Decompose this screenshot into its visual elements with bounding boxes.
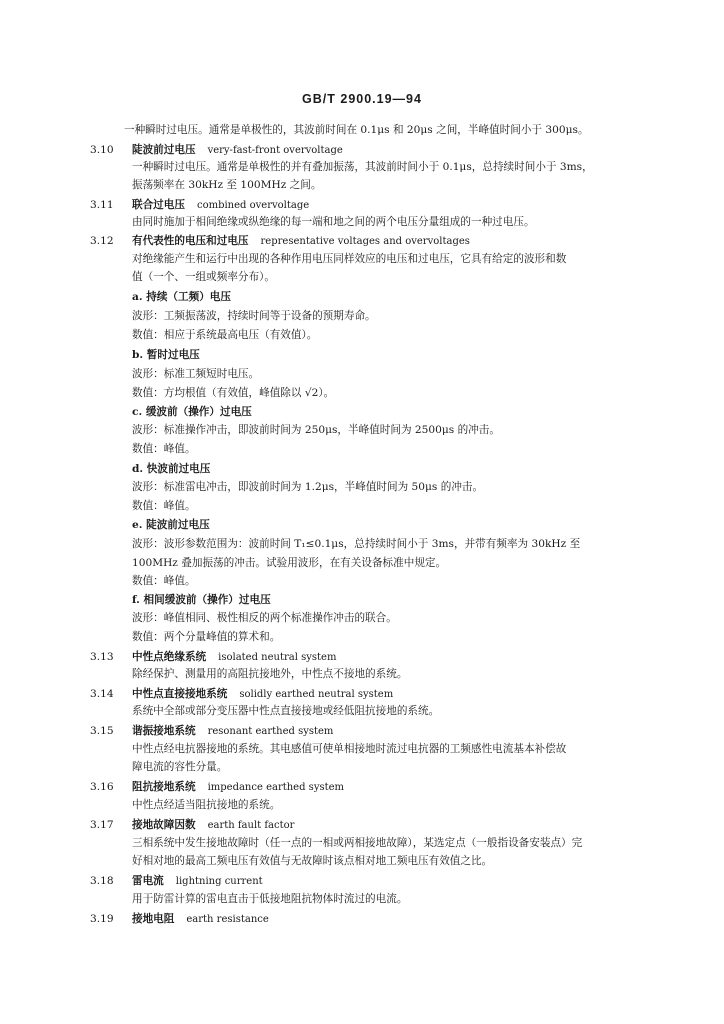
term-english: earth fault factor <box>207 820 295 831</box>
sub-item-label: f. 相间缓波前（操作）过电压 <box>132 594 271 606</box>
sub-item-line: 波形：波形参数范围为：波前时间 T₁≤0.1μs，总持续时间小于 3ms，并带有频率为 30kHz 至 <box>132 538 581 550</box>
term-chinese: 接地电阻 <box>132 913 175 925</box>
term-english: earth resistance <box>186 914 269 925</box>
clause-title <box>132 687 393 702</box>
sub-item-label: d. 快波前过电压 <box>132 463 211 475</box>
clause-title <box>132 143 343 158</box>
clause-title <box>132 650 336 665</box>
clause-body-line: 系统中全部或部分变压器中性点直接接地或经低阻抗接地的系统。 <box>132 705 440 717</box>
clause-body-line: 由同时施加于相间绝缘或纵绝缘的每一端和地之间的两个电压分量组成的一种过电压。 <box>132 216 535 228</box>
term-chinese: 阻抗接地系统 <box>132 781 196 793</box>
clause-title <box>132 780 344 795</box>
clause-number: 3.19 <box>90 913 114 925</box>
term-english: representative voltages and overvoltages <box>260 236 470 247</box>
sub-item-line: 数值：峰值。 <box>132 500 196 512</box>
clause-number: 3.14 <box>90 688 114 700</box>
sub-item-line: 数值：方均根值（有效值，峰值除以 √2）。 <box>132 387 335 399</box>
clause-body-line: 三相系统中发生接地故障时（任一点的一相或两相接地故障），某选定点（一般指设备安装点）完 <box>132 837 583 849</box>
term-chinese: 陡波前过电压 <box>132 144 196 156</box>
term-chinese: 谐振接地系统 <box>132 725 196 737</box>
term-english: lightning current <box>175 876 263 887</box>
continuation-line: 一种瞬时过电压。通常是单极性的，其波前时间在 0.1μs 和 20μs 之间，半峰值时间小于 300μs。 <box>124 124 589 136</box>
clause-number: 3.15 <box>90 725 114 737</box>
page-header: GB/T 2900.19—94 <box>302 92 422 106</box>
clause-title <box>132 198 309 213</box>
sub-item-line: 数值：相应于系统最高电压（有效值）。 <box>132 329 318 341</box>
clause-body-line: 一种瞬时过电压。通常是单极性的并有叠加振荡，其波前时间小于 0.1μs，总持续时间小于 3ms， <box>132 161 593 173</box>
term-english: impedance earthed system <box>207 782 345 793</box>
clause-body-line: 障电流的容性分量。 <box>132 761 228 773</box>
term-english: very-fast-front overvoltage <box>207 145 343 156</box>
clause-body-line: 中性点经适当阻抗接地的系统。 <box>132 799 281 811</box>
clause-number: 3.11 <box>90 199 114 211</box>
clause-title <box>132 874 263 889</box>
sub-item-label: b. 暂时过电压 <box>132 349 200 361</box>
clause-number: 3.17 <box>90 819 114 831</box>
term-chinese: 中性点直接接地系统 <box>132 688 228 700</box>
term-chinese: 有代表性的电压和过电压 <box>132 235 249 247</box>
term-english: solidly earthed neutral system <box>239 689 394 700</box>
term-english: resonant earthed system <box>207 726 334 737</box>
clause-body-line: 振荡频率在 30kHz 至 100MHz 之间。 <box>132 179 322 191</box>
clause-body-line: 对绝缘能产生和运行中出现的各种作用电压同样效应的电压和过电压，它具有给定的波形和数 <box>132 253 567 265</box>
clause-number: 3.16 <box>90 781 114 793</box>
clause-title <box>132 724 333 739</box>
term-chinese: 联合过电压 <box>132 199 185 211</box>
sub-item-label: e. 陡波前过电压 <box>132 519 210 531</box>
sub-item-line: 数值：峰值。 <box>132 575 196 587</box>
term-chinese: 中性点绝缘系统 <box>132 651 207 663</box>
clause-body-line: 值（一个、一组或频率分布）。 <box>132 271 276 283</box>
sub-item-line: 数值：峰值。 <box>132 443 196 455</box>
sub-item-line: 100MHz 叠加振荡的冲击。试验用波形，在有关设备标准中规定。 <box>132 557 447 569</box>
term-english: combined overvoltage <box>196 200 310 211</box>
clause-title <box>132 818 294 833</box>
term-chinese: 雷电流 <box>132 875 164 887</box>
sub-item-line: 波形：标准雷电冲击，即波前时间为 1.2μs，半峰值时间为 50μs 的冲击。 <box>132 481 484 493</box>
clause-number: 3.18 <box>90 875 114 887</box>
sub-item-label: a. 持续（工频）电压 <box>132 291 231 303</box>
sub-item-line: 波形：峰值相同、极性相反的两个标准操作冲击的联合。 <box>132 612 397 624</box>
clause-title <box>132 912 269 927</box>
clause-body-line: 中性点经电抗器接地的系统。其电感值可使单相接地时流过电抗器的工频感性电流基本补偿故 <box>132 743 567 755</box>
clause-number: 3.10 <box>90 144 114 156</box>
term-chinese: 接地故障因数 <box>132 819 196 831</box>
term-english: isolated neutral system <box>218 652 337 663</box>
clause-title <box>132 234 470 249</box>
clause-number: 3.12 <box>90 235 114 247</box>
sub-item-line: 数值：两个分量峰值的算术和。 <box>132 631 281 643</box>
sub-item-line: 波形：工频振荡波，持续时间等于设备的预期寿命。 <box>132 310 376 322</box>
clause-body-line: 用于防雷计算的雷电直击于低接地阻抗物体时流过的电流。 <box>132 893 408 905</box>
sub-item-line: 波形：标准操作冲击，即波前时间为 250μs，半峰值时间为 2500μs 的冲击。 <box>132 424 500 436</box>
clause-body-line: 除经保护、测量用的高阻抗接地外，中性点不接地的系统。 <box>132 668 408 680</box>
clause-body-line: 好相对地的最高工频电压有效值与无故障时该点相对地工频电压有效值之比。 <box>132 855 493 867</box>
sub-item-line: 波形：标准工频短时电压。 <box>132 368 260 380</box>
sub-item-label: c. 缓波前（操作）过电压 <box>132 406 252 418</box>
clause-number: 3.13 <box>90 651 114 663</box>
